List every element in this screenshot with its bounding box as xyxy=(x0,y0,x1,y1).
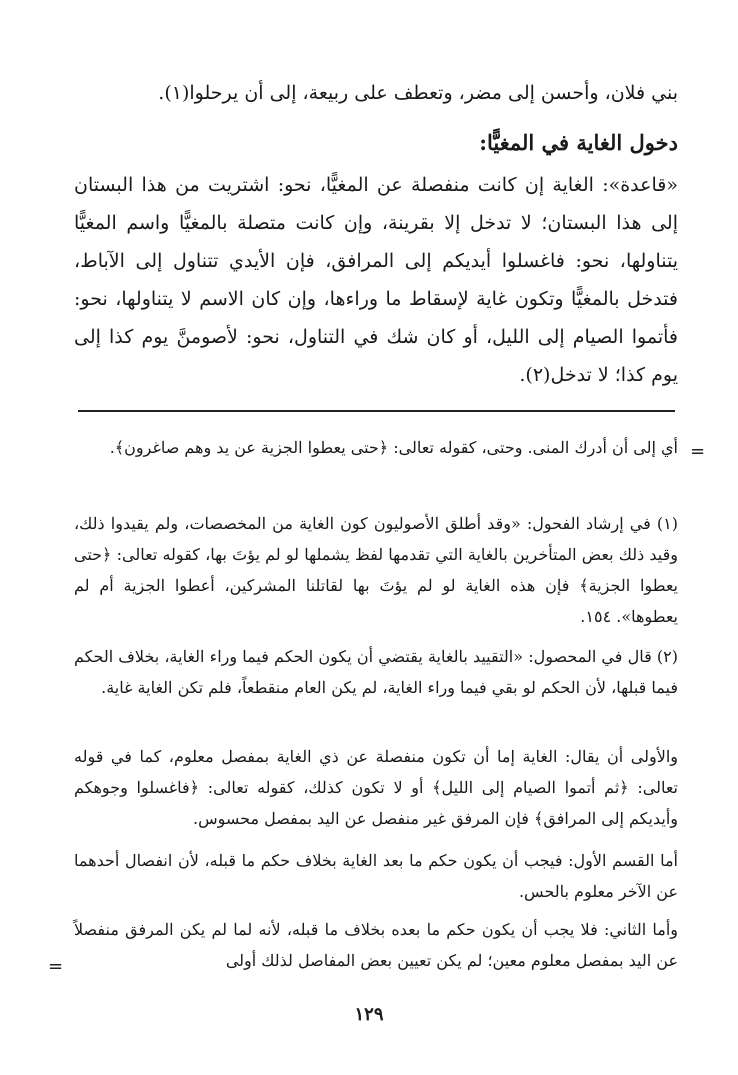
footnote-2: (٢) قال في المحصول: «التقييد بالغاية يقتضي أن يكون الحكم فيما وراء الغاية، بخلاف الحكم فيما قبلها، لأن الحكم لو بقي فيما وراء الغاية، لم يكن العام منقطعاً، فلم تكن الغاية غاية. xyxy=(74,647,678,697)
footnote-2-paragraph-3: أما القسم الأول: فيجب أن يكون حكم ما بعد الغاية بخلاف حكم ما قبله، لأن انفصال أحدهما عن الآخر معلوم بالحس. xyxy=(74,851,678,901)
footnote-carried-over: أي إلى أن أدرك المنى. وحتى، كقوله تعالى: ﴿حتى يعطوا الجزية عن يد وهم صاغرون﴾. xyxy=(109,438,678,457)
section-heading: دخول الغاية في المغيًّا: xyxy=(479,130,678,155)
rule-paragraph: «قاعدة»: الغاية إن كانت منفصلة عن المغيًّا، نحو: اشتريت من هذا البستان إلى هذا البستان؛ لا تدخل إلا بقرينة، وإن كانت متصلة بالمغيًّا واسم المغيًّا يتناولها، نحو: فاغسلوا أيديكم إلى المرافق، فإن الأيدي تتناول إلى الآباط، فتدخل بالمغيًّا وتكون غاية لإسقاط ما وراءها، وإن كان الاسم لا يتناولها، نحو: فأتموا الصيام إلى الليل، أو كان شك في التناول، نحو: لأصومنَّ يوم كذا إلى يوم كذا؛ لا تدخل(٢). xyxy=(74,174,678,386)
opening-line: بني فلان، وأحسن إلى مضر، وتعطف على ربيعة، إلى أن يرحلوا(١). xyxy=(158,82,678,104)
footnote-1: (١) في إرشاد الفحول: «وقد أطلق الأصوليون كون الغاية من المخصصات، ولم يقيدوا ذلك، وقيد ذلك بعض المتأخرين بالغاية التي تقدمها لفظ يشملها لو لم يؤتَ بها، كقوله تعالى: ﴿حتى يعطوا الجزية﴾ فإن هذه الغاية لو لم يؤتَ بها لقاتلنا المشركين، أعطوا الجزية أم لم يعطوها». ١٥٤. xyxy=(74,514,679,626)
footnote-divider xyxy=(78,410,675,412)
footnote-2-paragraph-2: والأولى أن يقال: الغاية إما أن تكون منفصلة عن ذي الغاية بمفصل معلوم، كما في قوله تعالى: ﴿ثم أتموا الصيام إلى الليل﴾ أو لا تكون كذلك، كقوله تعالى: ﴿فاغسلوا وجوهكم وأيديكم إلى المرافق﴾ فإن المرفق غير منفصل عن اليد بمفصل محسوس. xyxy=(74,747,678,828)
footnote-continuation-mark-bottom: = xyxy=(48,956,64,977)
footnote-continuation-mark-top: = xyxy=(690,441,706,462)
page-number: ١٢٩ xyxy=(354,1004,384,1025)
footnote-2-paragraph-4: وأما الثاني: فلا يجب أن يكون حكم ما بعده بخلاف ما قبله، لأنه لما لم يكن المرفق منفصلاً عن اليد بمفصل معلوم معين؛ لم يكن تعيين بعض المفاصل لذلك أولى xyxy=(74,920,678,970)
